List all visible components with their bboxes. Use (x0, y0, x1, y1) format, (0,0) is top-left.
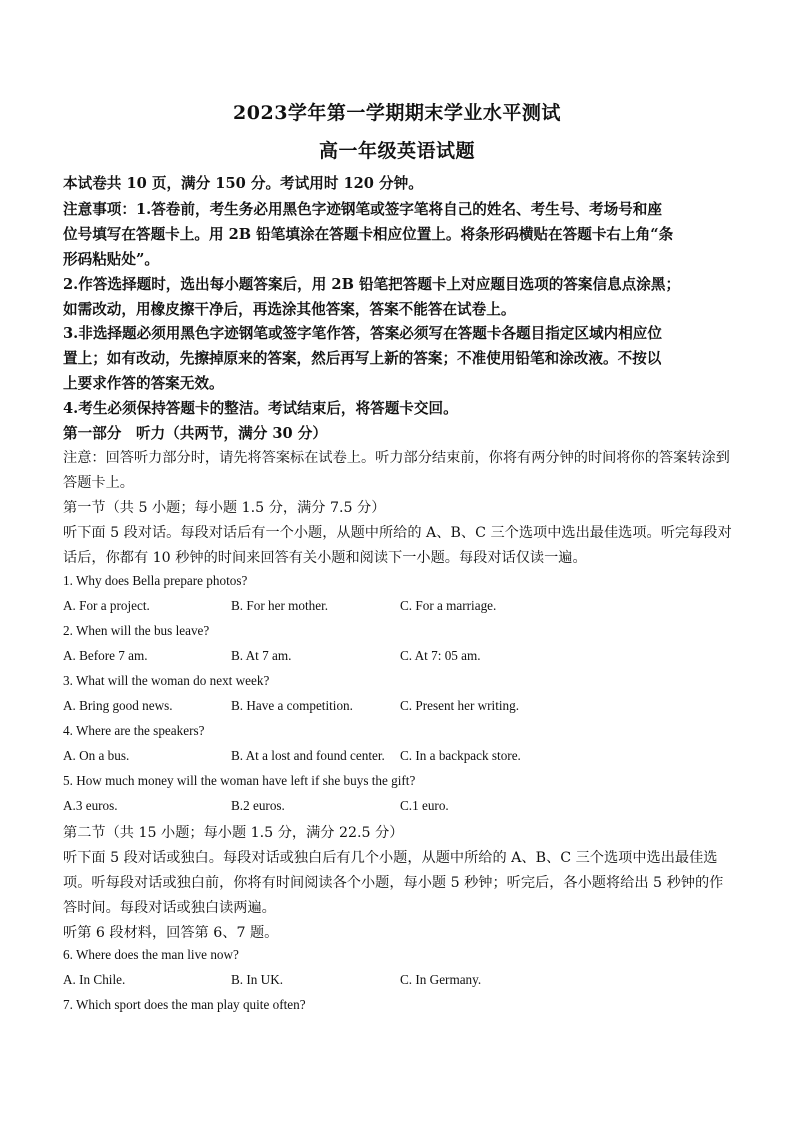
question-6: 6. Where does the man live now? (63, 947, 239, 962)
part-one-heading: 第一部分 听力（共两节，满分 30 分） (63, 425, 327, 442)
q4-option-a: A. On a bus. (63, 748, 130, 763)
section2-instr-3: 答时间。每段对话或独白读两遍。 (63, 900, 276, 916)
question-5: 5. How much money will the woman have left if she buys the gift? (63, 773, 416, 788)
question-1: 1. Why does Bella prepare photos? (63, 573, 248, 588)
header-line-6: 如需改动，用橡皮擦干净后，再选涂其他答案，答案不能答在试卷上。 (63, 301, 516, 318)
question-3: 3. What will the woman do next week? (63, 673, 270, 688)
exam-subtitle: 高一年级英语试题 (318, 140, 475, 162)
material-6-heading: 听第 6 段材料，回答第 6、7 题。 (63, 925, 279, 941)
q2-option-b: B. At 7 am. (231, 648, 292, 663)
q4-option-b: B. At a lost and found center. (231, 748, 385, 763)
q2-option-c: C. At 7: 05 am. (400, 648, 481, 663)
q1-option-b: B. For her mother. (231, 598, 329, 613)
section1-heading: 第一节（共 5 小题；每小题 1.5 分，满分 7.5 分） (63, 500, 386, 516)
section2-instr-2: 项。听每段对话或独白前，你将有时间阅读各个小题，每小题 5 秒钟；听完后，各小题将给出 5 秒钟的作 (63, 875, 724, 891)
section2-instr-1: 听下面 5 段对话或独白。每段对话或独白后有几个小题，从题中所给的 A、B、C 三个选项中选出最佳选 (63, 850, 718, 866)
header-line-2: 注意事项：1.答卷前，考生务必用黑色字迹钢笔或签字笔将自己的姓名、考生号、考场号和座 (63, 201, 662, 218)
q2-option-a: A. Before 7 am. (63, 648, 148, 663)
exam-title: 2023学年第一学期期末学业水平测试 (233, 102, 561, 124)
header-line-9: 上要求作答的答案无效。 (63, 375, 224, 392)
question-7: 7. Which sport does the man play quite often? (63, 997, 306, 1012)
header-line-8: 置上；如有改动，先擦掉原来的答案，然后再写上新的答案；不准使用铅笔和涂改液。不按以 (63, 350, 662, 367)
q5-option-a: A.3 euros. (63, 798, 118, 813)
q6-option-c: C. In Germany. (400, 972, 482, 987)
q6-option-a: A. In Chile. (63, 972, 126, 987)
header-line-10: 4.考生必须保持答题卡的整洁。考试结束后，将答题卡交回。 (63, 400, 458, 417)
q6-option-b: B. In UK. (231, 972, 284, 987)
q5-option-c: C.1 euro. (400, 798, 449, 813)
section1-instr-2: 话后，你都有 10 秒钟的时间来回答有关小题和阅读下一小题。每段对话仅读一遍。 (63, 550, 587, 566)
header-line-1: 本试卷共 10 页，满分 150 分。考试用时 120 分钟。 (63, 175, 423, 192)
question-4: 4. Where are the speakers? (63, 723, 205, 738)
q3-option-a: A. Bring good news. (63, 698, 173, 713)
notice-line-1: 注意：回答听力部分时，请先将答案标在试卷上。听力部分结束前，你将有两分钟的时间将你的答案转涂到 (63, 450, 730, 466)
section1-instr-1: 听下面 5 段对话。每段对话后有一个小题，从题中所给的 A、B、C 三个选项中选出最佳选项。听完每段对 (63, 525, 732, 541)
q1-option-a: A. For a project. (63, 598, 150, 613)
q1-option-c: C. For a marriage. (400, 598, 497, 613)
q3-option-b: B. Have a competition. (231, 698, 353, 713)
q5-option-b: B.2 euros. (231, 798, 285, 813)
question-2: 2. When will the bus leave? (63, 623, 210, 638)
header-line-7: 3.非选择题必须用黑色字迹钢笔或签字笔作答，答案必须写在答题卡各题目指定区域内相应位 (63, 325, 662, 342)
notice-line-2: 答题卡上。 (63, 475, 134, 491)
header-line-5: 2.作答选择题时，选出每小题答案后，用 2B 铅笔把答题卡上对应题目选项的答案信息点涂黑； (63, 276, 681, 293)
q3-option-c: C. Present her writing. (400, 698, 520, 713)
q4-option-c: C. In a backpack store. (400, 748, 521, 763)
header-line-3: 位号填写在答题卡上。用 2B 铅笔填涂在答题卡相应位置上。将条形码横贴在答题卡右上角“条 (63, 226, 674, 243)
section2-heading: 第二节（共 15 小题；每小题 1.5 分，满分 22.5 分） (63, 825, 404, 841)
header-line-4: 形码粘贴处”。 (63, 251, 159, 268)
